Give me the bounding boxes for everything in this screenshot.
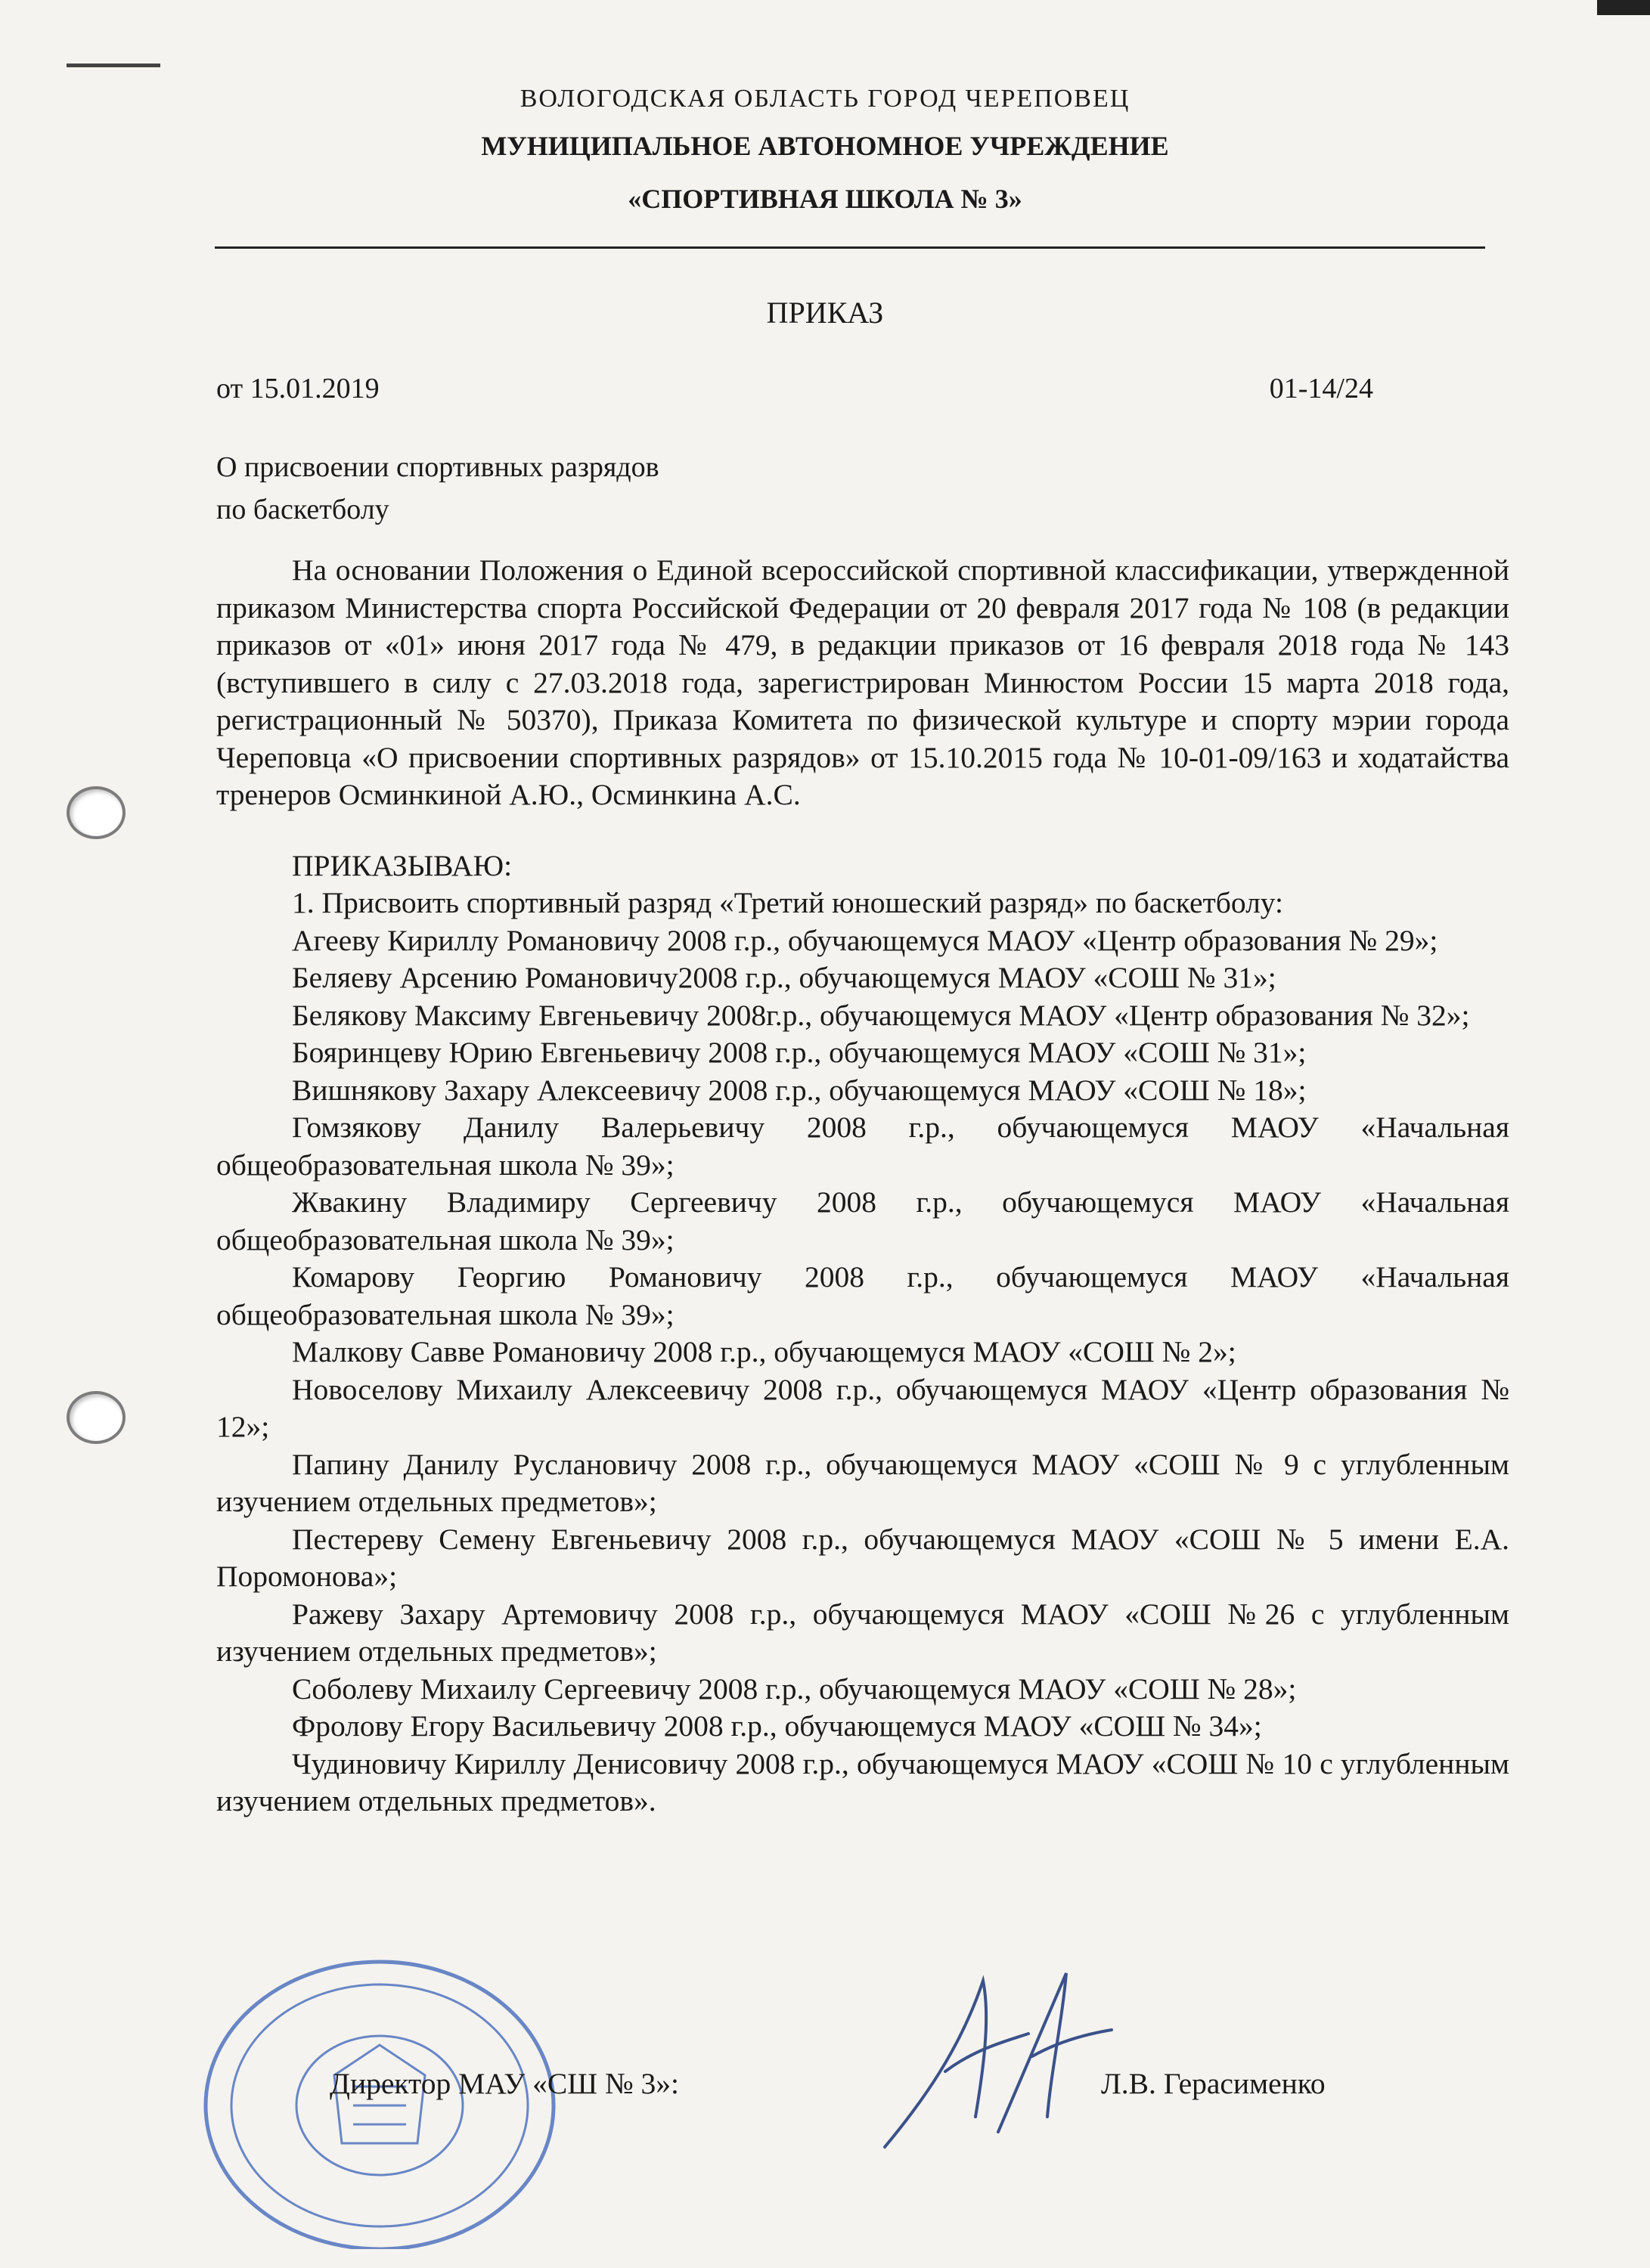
list-item: Комарову Георгию Романовичу 2008 г.р., обучающемуся МАОУ «Начальная общеобразовательная школа № 39»; bbox=[216, 1260, 1509, 1331]
org-type: МУНИЦИПАЛЬНОЕ АВТОНОМНОЕ УЧРЕЖДЕНИЕ bbox=[481, 131, 1169, 161]
doc-title: ПРИКАЗ bbox=[766, 296, 884, 330]
header-divider bbox=[215, 246, 1485, 249]
doc-body bbox=[216, 552, 1509, 1820]
region-line: ВОЛОГОДСКАЯ ОБЛАСТЬ ГОРОД ЧЕРЕПОВЕЦ bbox=[520, 85, 1130, 113]
preamble: На основании Положения о Единой всероссийской спортивной классификации, утвержденной приказом Министерства спорта Российской Федерации от 20 февраля 2017 года № 108 (в редакции приказов от «01» июня 2017 года № 479, в редакции приказов от 16 февраля 2018 года № 143 (вступившего в силу с 27.03.2018 года, зарегистрирован Минюстом России 15 марта 2018 года, регистрационный № 50370), Приказа Комитета по физической культуре и спорту мэрии города Череповца «О присвоении спортивных разрядов» от 15.10.2015 года № 10-01-09/163 и ходатайства тренеров Осминкиной А.Ю., Осминкина А.С. bbox=[216, 553, 1509, 811]
date-number-line bbox=[216, 372, 1373, 405]
list-item: Ражеву Захару Артемовичу 2008 г.р., обучающемуся МАОУ «СОШ №26 с углубленным изучением отдельных предметов»; bbox=[216, 1597, 1509, 1668]
list-item: Новоселову Михаилу Алексеевичу 2008 г.р., обучающемуся МАОУ «Центр образования № 12»; bbox=[216, 1372, 1509, 1443]
list-item: Агееву Кириллу Романовичу 2008 г.р., обучающемуся МАОУ «Центр образования № 29»; bbox=[292, 923, 1438, 957]
subject-line: О присвоении спортивных разрядов bbox=[216, 451, 659, 483]
signer-name: Л.В. Герасименко bbox=[1101, 2067, 1326, 2100]
scan-mark bbox=[67, 64, 160, 67]
list-item: Беляеву Арсению Романовичу2008 г.р., обучающемуся МАОУ «СОШ № 31»; bbox=[292, 961, 1276, 994]
list-item: Соболеву Михаилу Сергеевичу 2008 г.р., обучающемуся МАОУ «СОШ № 28»; bbox=[292, 1672, 1297, 1706]
list-item: Белякову Максиму Евгеньевичу 2008г.р., обучающемуся МАОУ «Центр образования № 32»; bbox=[292, 998, 1470, 1032]
punch-hole-icon bbox=[67, 786, 126, 839]
list-item: Гомзякову Данилу Валерьевичу 2008 г.р., обучающемуся МАОУ «Начальная общеобразовательная школа № 39»; bbox=[216, 1111, 1509, 1182]
scan-edge bbox=[1597, 0, 1650, 15]
doc-subject bbox=[216, 446, 659, 531]
org-name: «СПОРТИВНАЯ ШКОЛА № 3» bbox=[628, 184, 1022, 214]
punch-hole-icon bbox=[67, 1391, 126, 1444]
list-item: Малкову Савве Романовичу 2008 г.р., обучающемуся МАОУ «СОШ № 2»; bbox=[292, 1335, 1236, 1368]
subject-line: по баскетболу bbox=[216, 494, 389, 525]
list-item: Чудиновичу Кириллу Денисовичу 2008 г.р., обучающемуся МАОУ «СОШ № 10 с углубленным изучением отдельных предметов». bbox=[216, 1746, 1509, 1817]
list-item: Жвакину Владимиру Сергеевичу 2008 г.р., обучающемуся МАОУ «Начальная общеобразовательная школа № 39»; bbox=[216, 1185, 1509, 1256]
list-item: Папину Данилу Руслановичу 2008 г.р., обучающемуся МАОУ «СОШ № 9 с углубленным изучением отдельных предметов»; bbox=[216, 1447, 1509, 1518]
list-item: Вишнякову Захару Алексеевичу 2008 г.р., обучающемуся МАОУ «СОШ № 18»; bbox=[292, 1073, 1307, 1107]
handwritten-signature-icon bbox=[870, 1958, 1119, 2155]
doc-date: от 15.01.2019 bbox=[216, 373, 380, 404]
list-item: Фролову Егору Васильевичу 2008 г.р., обучающемуся МАОУ «СОШ № 34»; bbox=[292, 1709, 1262, 1743]
students-list bbox=[216, 922, 1509, 1820]
list-item: Пестереву Семену Евгеньевичу 2008 г.р., обучающемуся МАОУ «СОШ № 5 имени Е.А. Поромонова»; bbox=[216, 1522, 1509, 1593]
signer-position: Директор МАУ «СШ № 3»: bbox=[330, 2067, 680, 2100]
point-1: 1. Присвоить спортивный разряд «Третий юношеский разряд» по баскетболу: bbox=[292, 886, 1284, 919]
list-item: Бояринцеву Юрию Евгеньевичу 2008 г.р., обучающемуся МАОУ «СОШ № 31»; bbox=[292, 1036, 1307, 1069]
doc-number: 01-14/24 bbox=[1269, 373, 1373, 404]
order-word: ПРИКАЗЫВАЮ: bbox=[292, 848, 513, 882]
